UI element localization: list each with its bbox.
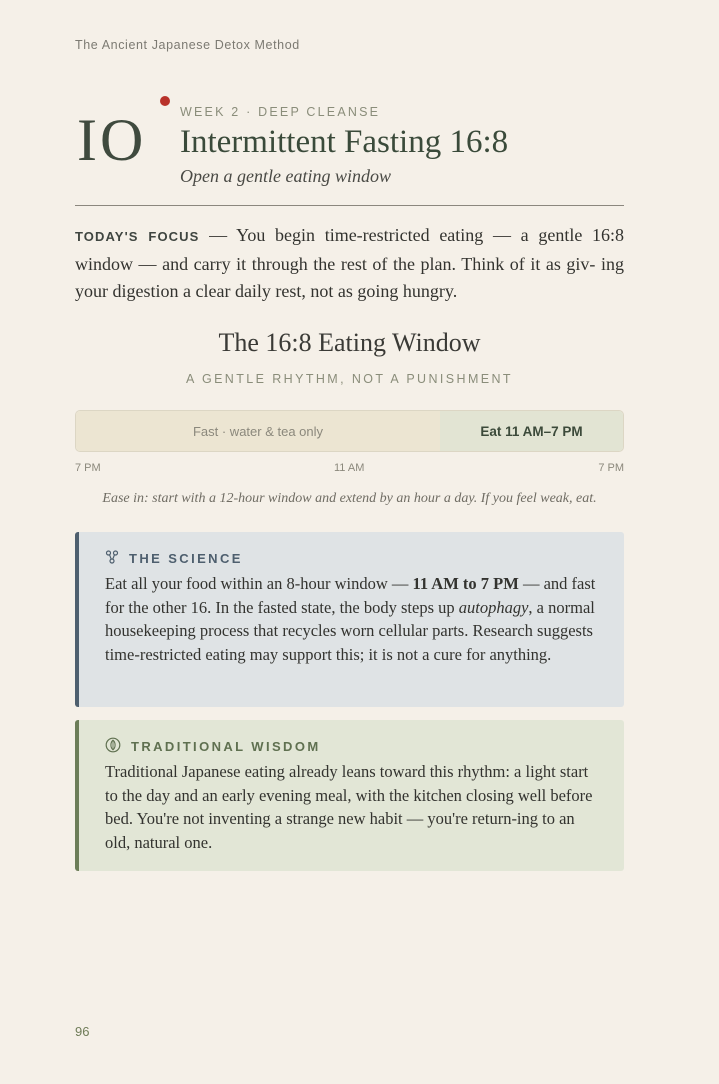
wisdom-body: Traditional Japanese eating already leans toward this rhythm: a light start to the day and an early evening meal, with the kitchen closing well before bed. You're not inventing a strange new habit — you're return-ing to an old, natural one. — [105, 762, 593, 852]
tick-start: 7 PM — [75, 462, 101, 474]
focus-label: TODAY'S FOCUS — [75, 229, 200, 244]
science-text-2: — and fast for the other 16. In the fasted state, the body steps up — [105, 574, 596, 617]
science-callout — [75, 532, 624, 707]
science-text-3: , a normal housekeeping process that recycles worn cellular parts. Research suggests time-restricted eating may support this; it is not a cure for anything. — [105, 597, 595, 664]
tick-middle: 11 AM — [334, 462, 365, 474]
ease-in-note: Ease in: start with a 12-hour window and extend by an hour a day. If you feel weak, eat. — [102, 491, 597, 506]
eating-window-bar — [75, 410, 624, 452]
focus-text-line-2: window — and carry it through the rest of the plan. Think of it as giv- — [75, 253, 596, 274]
chapter-header — [75, 96, 624, 206]
page-number: 96 — [75, 1024, 90, 1039]
molecule-icon — [105, 550, 119, 567]
todays-focus-paragraph — [75, 222, 624, 306]
chapter-number: IO — [77, 107, 147, 173]
wisdom-heading-text: TRADITIONAL WISDOM — [131, 738, 321, 754]
eating-window-subtitle: A GENTLE RHYTHM, NOT A PUNISHMENT — [186, 372, 513, 386]
focus-text-line-1: — You begin time-restricted eating — a gentle 16:8 — [199, 225, 625, 245]
fast-segment: Fast · water & tea only — [76, 411, 440, 451]
header-rule — [75, 205, 624, 206]
science-heading — [105, 548, 602, 568]
science-text-1: Eat all your food within an 8-hour window — — [105, 574, 413, 593]
eat-segment: Eat 11 AM–7 PM — [440, 411, 623, 451]
tick-end: 7 PM — [598, 462, 624, 474]
eating-window-title: The 16:8 Eating Window — [218, 328, 481, 357]
focus-text-line-3: ing your digestion a clear daily rest, not as going hungry. — [75, 253, 625, 301]
wisdom-heading — [105, 736, 602, 756]
science-body — [105, 572, 602, 666]
wisdom-callout — [75, 720, 624, 871]
science-window-time: 11 AM to 7 PM — [412, 574, 519, 593]
chapter-kicker: WEEK 2 · DEEP CLEANSE — [180, 105, 381, 119]
science-heading-text: THE SCIENCE — [129, 550, 243, 566]
running-head: The Ancient Japanese Detox Method — [75, 38, 300, 52]
red-dot-ornament — [160, 96, 170, 106]
chapter-title: Intermittent Fasting 16:8 — [180, 124, 509, 160]
science-autophagy: autophagy — [458, 597, 529, 617]
chapter-subtitle: Open a gentle eating window — [180, 166, 391, 186]
leaf-icon — [105, 737, 121, 756]
